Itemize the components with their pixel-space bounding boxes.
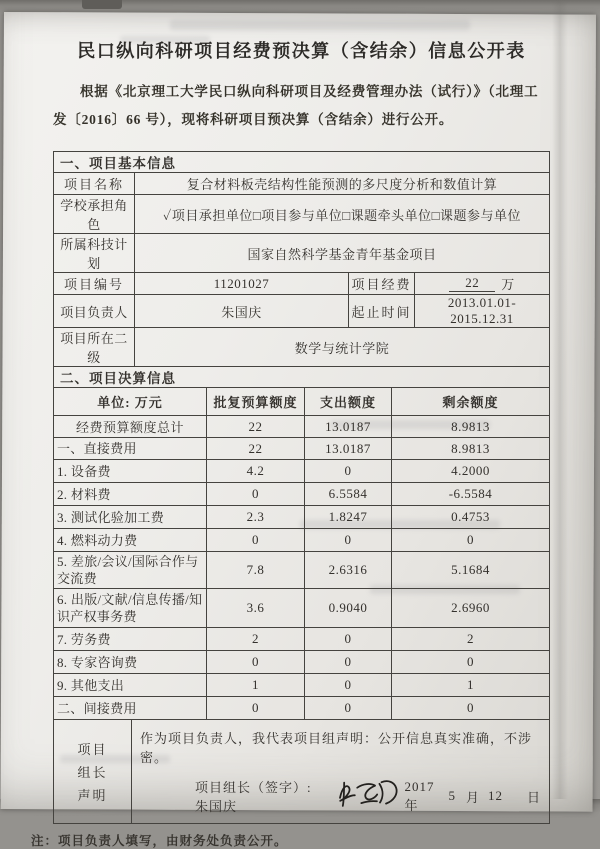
cell-approved: 4.2 [206, 460, 304, 482]
field-value: 数学与统计学院 [134, 328, 549, 366]
declaration-body [131, 720, 549, 823]
budget-header-row [54, 387, 549, 415]
cell-spent: 0 [304, 674, 391, 696]
section-header-budget-info: 二、项目决算信息 [54, 366, 549, 387]
table-row-project-leader [54, 294, 549, 327]
cell-remaining: 2.6960 [391, 589, 549, 627]
cell-remaining: 8.9813 [391, 416, 549, 437]
row-label: 4. 燃料动力费 [57, 532, 138, 548]
budget-row-travel-meetings [54, 551, 549, 588]
table-row-tech-plan [54, 233, 549, 272]
cell-spent: 0 [304, 697, 391, 719]
cell-remaining: 2 [391, 628, 549, 650]
cell-spent: 6.5584 [304, 483, 391, 505]
cell-spent: 13.0187 [304, 416, 391, 437]
table-row-project-name [54, 172, 549, 194]
cell-approved: 22 [206, 416, 304, 437]
row-label: 3. 测试化验加工费 [57, 509, 164, 525]
cell-approved: 7.8 [206, 552, 304, 588]
footnote: 注：项目负责人填写，由财务处负责公开。 [31, 834, 288, 848]
section-header-basic-info: 一、项目基本信息 [60, 156, 176, 171]
column-header-spent: 支出额度 [304, 388, 391, 415]
field-value [414, 273, 549, 294]
field-label: 起止时间 [348, 295, 414, 327]
cell-remaining: 8.9813 [391, 438, 549, 459]
cell-spent: 0 [304, 628, 391, 650]
budget-row-expert-consult [54, 650, 549, 673]
basic-info-table [53, 151, 550, 720]
cell-spent: 0 [304, 529, 391, 551]
row-label: 7. 劳务费 [57, 631, 111, 647]
budget-row-other [54, 673, 549, 696]
budget-row-indirect-costs [54, 696, 549, 719]
cell-spent: 0 [304, 460, 391, 482]
budget-row-direct-costs [54, 437, 549, 459]
field-label: 项目经费 [348, 273, 414, 294]
cell-remaining: 0 [391, 697, 549, 719]
cell-remaining: 0.4753 [391, 506, 549, 528]
declaration-statement: 作为项目负责人，我代表项目组声明：公开信息真实准确，不涉密。 [140, 731, 533, 765]
declaration-box [53, 720, 550, 824]
row-label: 1. 设备费 [57, 463, 111, 479]
cell-approved: 0 [206, 651, 304, 673]
cell-spent: 13.0187 [304, 438, 391, 459]
row-label: 6. 出版/文献/信息传播/知识产权事务费 [57, 592, 203, 624]
handwritten-signature [332, 773, 402, 814]
field-value: ✓项目承担单位□项目参与单位□课题牵头单位□课题参与单位 [134, 195, 549, 233]
column-header-approved: 批复预算额度 [206, 388, 304, 415]
cell-approved: 2.3 [206, 506, 304, 528]
row-label: 2. 材料费 [57, 486, 111, 502]
table-row-school-role [54, 194, 549, 233]
cell-approved: 1 [206, 674, 304, 696]
fund-amount: 22 [449, 275, 495, 292]
field-label: 项目编号 [63, 277, 124, 292]
field-value: 国家自然科学基金青年基金项目 [134, 234, 549, 272]
budget-row-labor [54, 627, 549, 650]
field-value: 朱国庆 [134, 295, 348, 327]
budget-row-materials [54, 482, 549, 505]
cell-remaining: 0 [391, 529, 549, 551]
field-label: 项目负责人 [60, 304, 128, 320]
row-label: 一、直接费用 [57, 441, 137, 456]
cell-spent: 2.6316 [304, 552, 391, 588]
date-text: 2017 年 5 月 12 日 [404, 778, 541, 813]
cell-remaining: 1 [391, 674, 549, 696]
cell-approved: 2 [206, 628, 304, 650]
page-title: 民口纵向科研项目经费预决算（含结余）信息公开表 [77, 41, 526, 61]
cell-remaining: -6.5584 [391, 483, 549, 505]
cell-approved: 0 [206, 529, 304, 551]
cell-approved: 0 [206, 483, 304, 505]
field-label: 项目名称 [63, 177, 124, 192]
signature-label: 项目组长（签字）: 朱国庆 [195, 780, 312, 814]
cell-spent: 0.9040 [304, 589, 391, 627]
budget-row-total [54, 415, 549, 437]
budget-row-testing [54, 505, 549, 528]
row-label: 经费预算额度总计 [75, 420, 184, 435]
row-label: 二、间接费用 [57, 700, 137, 716]
cell-remaining: 0 [391, 651, 549, 673]
table-row-project-number [54, 272, 549, 294]
cell-spent: 0 [304, 651, 391, 673]
fund-unit: 万 [501, 277, 515, 292]
signature-line [140, 777, 543, 815]
cell-approved: 3.6 [206, 589, 304, 627]
field-value: 11201027 [134, 273, 348, 294]
field-label: 所属科技计划 [60, 237, 128, 271]
cell-remaining: 4.2000 [391, 460, 549, 482]
cell-approved: 22 [206, 438, 304, 459]
cell-remaining: 5.1684 [391, 552, 549, 588]
column-header-remaining: 剩余额度 [391, 388, 549, 415]
row-label: 5. 差旅/会议/国际合作与交流费 [57, 554, 199, 586]
budget-row-fuel-power [54, 528, 549, 551]
column-header-unit: 单位: 万元 [97, 395, 163, 410]
declaration-side-label: 项目 组长 声明 [77, 742, 108, 803]
cell-spent: 1.8247 [304, 506, 391, 528]
field-label: 项目所在二级 [60, 331, 128, 365]
intro-paragraph: 根据《北京理工大学民口纵向科研项目及经费管理办法（试行）》（北理工发〔2016〕66 号），现将科研项目预决算（含结余）进行公开。 [53, 84, 539, 127]
cell-approved: 0 [206, 697, 304, 719]
budget-row-publication-ip [54, 588, 549, 627]
row-label: 8. 专家咨询费 [57, 654, 138, 670]
field-value: 2013.01.01-2015.12.31 [414, 295, 549, 327]
table-row-school-unit [54, 327, 549, 366]
budget-row-equipment [54, 459, 549, 482]
row-label: 9. 其他支出 [57, 677, 125, 693]
field-label: 学校承担角色 [60, 198, 128, 232]
field-value: 复合材料板壳结构性能预测的多尺度分析和数值计算 [134, 173, 549, 194]
